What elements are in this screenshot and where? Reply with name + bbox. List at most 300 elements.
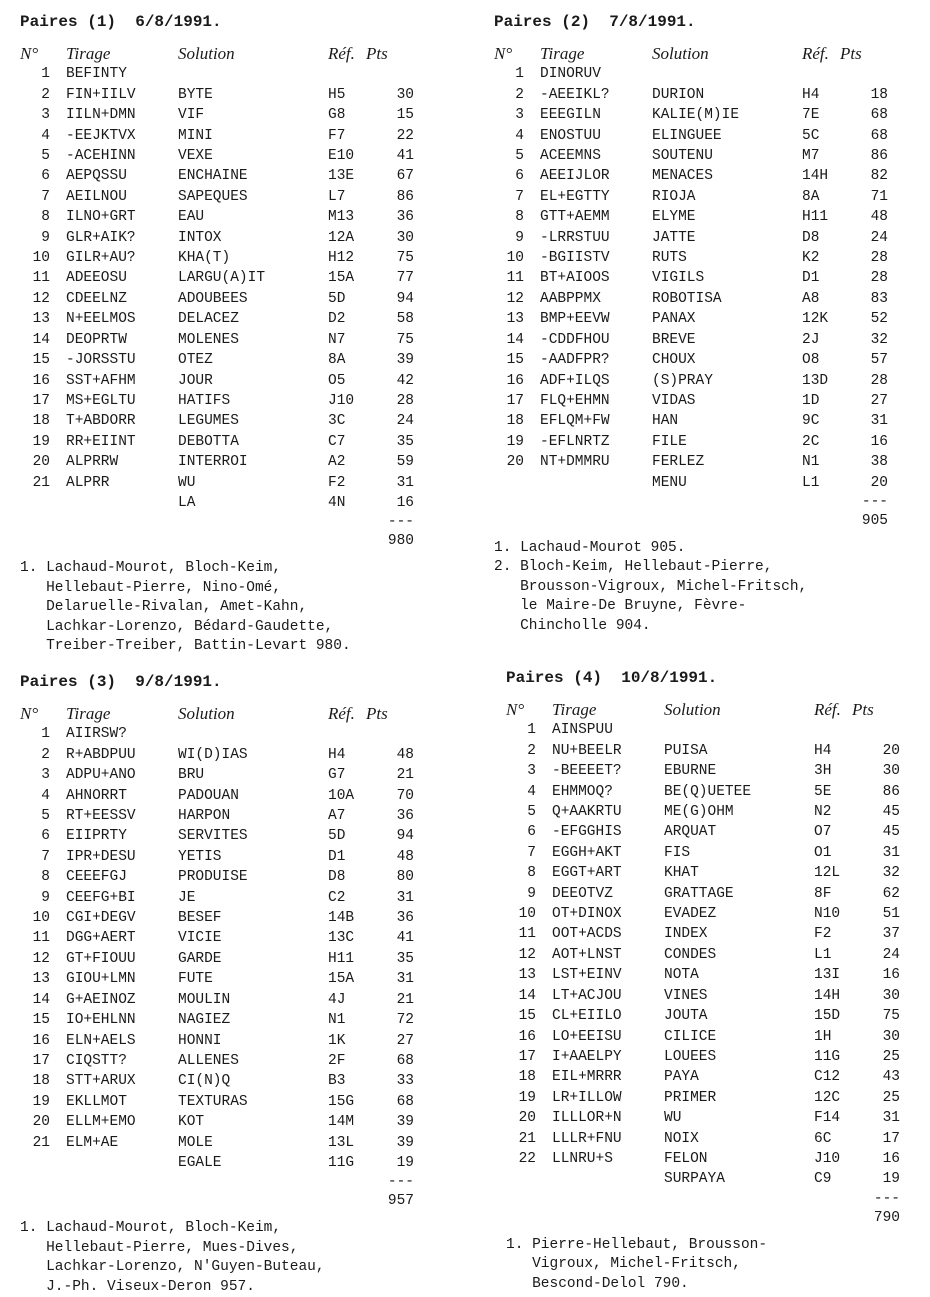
cell-num: 18 xyxy=(32,1073,50,1090)
table-row xyxy=(20,826,414,846)
cell-solution: KOT xyxy=(178,1114,205,1131)
cell-pts: 19 xyxy=(396,1154,414,1171)
cell-ref: N1 xyxy=(802,454,820,471)
cell-pts: 32 xyxy=(882,865,900,882)
cell-pts: 71 xyxy=(870,188,888,205)
cell-pts: 15 xyxy=(396,107,414,124)
cell-tirage: EIL+MRRR xyxy=(552,1069,622,1086)
cell-num: 20 xyxy=(518,1110,536,1127)
cell-num: 11 xyxy=(32,270,50,287)
cell-pts: 82 xyxy=(870,168,888,185)
cell-tirage: CEEFG+BI xyxy=(66,889,136,906)
cell-num: 13 xyxy=(32,971,50,988)
cell-tirage: RT+EESSV xyxy=(66,808,136,825)
cell-num: 6 xyxy=(515,168,524,185)
cell-solution: HONNI xyxy=(178,1032,222,1049)
cell-num: 19 xyxy=(32,1093,50,1110)
cell-num: 21 xyxy=(518,1130,536,1147)
cell-pts: 20 xyxy=(882,742,900,759)
cell-solution: ALLENES xyxy=(178,1052,239,1069)
cell-tirage: OT+DINOX xyxy=(552,906,622,923)
cell-num: 3 xyxy=(527,763,536,780)
cell-tirage: -ACEHINN xyxy=(66,148,136,165)
cell-num: 7 xyxy=(527,844,536,861)
table-row xyxy=(506,863,900,883)
table-row xyxy=(506,1169,900,1189)
cell-pts: 35 xyxy=(396,950,414,967)
cell-pts: 86 xyxy=(870,148,888,165)
cell-pts: 75 xyxy=(396,331,414,348)
cell-solution: EAU xyxy=(178,209,205,226)
cell-pts: 41 xyxy=(396,148,414,165)
cell-solution: MOULIN xyxy=(178,991,231,1008)
result-line: le Maire-De Bruyne, Fèvre- xyxy=(494,598,747,615)
cell-tirage: -EFGGHIS xyxy=(552,824,622,841)
cell-solution: JOUTA xyxy=(664,1008,708,1025)
cell-solution: ELINGUEE xyxy=(652,127,722,144)
table-row xyxy=(20,888,414,908)
cell-tirage: EGGT+ART xyxy=(552,865,622,882)
result-line: Vigroux, Michel-Fritsch, xyxy=(506,1256,741,1273)
table-row xyxy=(20,228,414,248)
table-row xyxy=(20,1010,414,1030)
cell-pts: 41 xyxy=(396,930,414,947)
scores-table xyxy=(506,700,900,1190)
cell-pts: 19 xyxy=(882,1171,900,1188)
cell-tirage: BEFINTY xyxy=(66,66,127,83)
cell-ref: 2F xyxy=(328,1052,346,1069)
cell-pts: 28 xyxy=(870,270,888,287)
total-score: 957 xyxy=(387,1193,414,1210)
result-line: Bescond-Delol 790. xyxy=(506,1275,689,1292)
cell-ref: G7 xyxy=(328,767,346,784)
cell-num: 11 xyxy=(506,270,524,287)
cell-tirage: AINSPUU xyxy=(552,722,613,739)
cell-pts: 39 xyxy=(396,352,414,369)
table-header xyxy=(20,44,414,64)
cell-solution: RUTS xyxy=(652,250,687,267)
cell-pts: 31 xyxy=(882,844,900,861)
cell-ref: C7 xyxy=(328,433,346,450)
cell-solution: ELYME xyxy=(652,209,696,226)
cell-ref: H12 xyxy=(328,250,355,267)
cell-solution: VIDAS xyxy=(652,392,696,409)
cell-ref: 1K xyxy=(328,1032,346,1049)
cell-num: 10 xyxy=(32,910,50,927)
cell-ref: H11 xyxy=(802,209,829,226)
cell-pts: 67 xyxy=(396,168,414,185)
cell-tirage: CDEELNZ xyxy=(66,290,127,307)
table-row xyxy=(506,782,900,802)
cell-ref: 12C xyxy=(814,1089,841,1106)
cell-num: 7 xyxy=(515,188,524,205)
cell-num: 15 xyxy=(518,1008,536,1025)
result-line: Delaruelle-Rivalan, Amet-Kahn, xyxy=(20,599,308,616)
cell-tirage: EIIPRTY xyxy=(66,828,127,845)
cell-num: 20 xyxy=(32,454,50,471)
cell-num: 13 xyxy=(506,311,524,328)
cell-solution: VEXE xyxy=(178,148,213,165)
cell-solution xyxy=(652,64,802,84)
table-row xyxy=(494,432,888,452)
cell-ref: 5C xyxy=(802,127,820,144)
result-line: J.-Ph. Viseux-Deron 957. xyxy=(20,1278,255,1295)
cell-ref: 10A xyxy=(328,787,355,804)
cell-ref: 5D xyxy=(328,828,346,845)
cell-pts xyxy=(840,64,888,84)
table-row xyxy=(20,847,414,867)
cell-tirage: OOT+ACDS xyxy=(552,926,622,943)
section-title: Paires (1) 6/8/1991. xyxy=(20,13,222,31)
cell-solution: HATIFS xyxy=(178,392,231,409)
result-line: 1. Lachaud-Mourot, Bloch-Keim, xyxy=(20,560,282,577)
cell-num: 16 xyxy=(32,1032,50,1049)
cell-num: 21 xyxy=(32,474,50,491)
results-list xyxy=(20,559,460,657)
cell-ref: M13 xyxy=(328,209,355,226)
cell-num: 21 xyxy=(32,1134,50,1151)
cell-solution: (S)PRAY xyxy=(652,372,713,389)
cell-tirage: CGI+DEGV xyxy=(66,910,136,927)
cell-num: 5 xyxy=(41,148,50,165)
cell-tirage: GT+FIOUU xyxy=(66,950,136,967)
cell-ref: D1 xyxy=(802,270,820,287)
results-list xyxy=(20,1219,460,1297)
cell-pts: 31 xyxy=(882,1110,900,1127)
table-row xyxy=(20,64,414,84)
cell-ref: G8 xyxy=(328,107,346,124)
cell-solution: JE xyxy=(178,889,196,906)
cell-ref: F7 xyxy=(328,127,346,144)
cell-tirage: EFLQM+FW xyxy=(540,413,610,430)
table-row xyxy=(20,928,414,948)
table-row xyxy=(494,85,888,105)
cell-ref: K2 xyxy=(802,250,820,267)
table-row xyxy=(20,452,414,472)
cell-solution: CILICE xyxy=(664,1028,717,1045)
cell-num: 7 xyxy=(41,188,50,205)
cell-tirage: ADEEOSU xyxy=(66,270,127,287)
cell-solution: CHOUX xyxy=(652,352,696,369)
cell-pts: 30 xyxy=(396,229,414,246)
cell-ref: E10 xyxy=(328,148,355,165)
table-row xyxy=(506,822,900,842)
cell-solution: FELON xyxy=(664,1150,708,1167)
cell-solution: KHA(T) xyxy=(178,250,231,267)
table-row xyxy=(506,1108,900,1128)
cell-solution: PRODUISE xyxy=(178,869,248,886)
cell-ref: 7E xyxy=(802,107,820,124)
cell-ref: 14M xyxy=(328,1114,355,1131)
cell-pts: 16 xyxy=(882,967,900,984)
cell-tirage: GIOU+LMN xyxy=(66,971,136,988)
cell-ref: 15A xyxy=(328,270,355,287)
cell-tirage: -AEEIKL? xyxy=(540,86,610,103)
cell-tirage: ALPRRW xyxy=(66,454,119,471)
cell-solution xyxy=(178,64,328,84)
cell-solution: PANAX xyxy=(652,311,696,328)
cell-num: 8 xyxy=(515,209,524,226)
cell-tirage xyxy=(536,1169,664,1189)
table-row xyxy=(20,786,414,806)
cell-ref: 14H xyxy=(814,987,841,1004)
table-row xyxy=(20,990,414,1010)
cell-tirage: MS+EGLTU xyxy=(66,392,136,409)
column-header-num: N° xyxy=(506,700,525,719)
table-row xyxy=(20,309,414,329)
cell-tirage: LR+ILLOW xyxy=(552,1089,622,1106)
column-header-pts: Pts xyxy=(366,44,388,63)
cell-num: 17 xyxy=(32,392,50,409)
table-row xyxy=(506,1027,900,1047)
cell-pts: 33 xyxy=(396,1073,414,1090)
cell-solution: SERVITES xyxy=(178,828,248,845)
cell-pts xyxy=(366,724,414,744)
cell-ref: D8 xyxy=(328,869,346,886)
section-title: Paires (2) 7/8/1991. xyxy=(494,13,696,31)
cell-tirage: I+AAELPY xyxy=(552,1048,622,1065)
cell-num: 10 xyxy=(32,250,50,267)
total-score: 905 xyxy=(861,512,888,529)
cell-ref: D1 xyxy=(328,848,346,865)
table-row xyxy=(506,884,900,904)
cell-tirage: DGG+AERT xyxy=(66,930,136,947)
cell-ref: 13D xyxy=(802,372,829,389)
cell-solution: EVADEZ xyxy=(664,906,717,923)
cell-ref: 5D xyxy=(328,290,346,307)
cell-tirage: -LRRSTUU xyxy=(540,229,610,246)
cell-solution: CI(N)Q xyxy=(178,1073,231,1090)
results-list xyxy=(494,539,930,637)
scores-table xyxy=(494,44,888,493)
cell-solution: BESEF xyxy=(178,910,222,927)
table-row xyxy=(506,904,900,924)
cell-tirage: -CDDFHOU xyxy=(540,331,610,348)
cell-pts: 42 xyxy=(396,372,414,389)
cell-ref: L7 xyxy=(328,188,346,205)
table-row xyxy=(20,187,414,207)
table-row xyxy=(494,105,888,125)
table-row xyxy=(494,248,888,268)
cell-pts: 18 xyxy=(870,86,888,103)
cell-num: 11 xyxy=(518,926,536,943)
table-row xyxy=(20,268,414,288)
cell-tirage: N+EELMOS xyxy=(66,311,136,328)
cell-tirage: ILLLOR+N xyxy=(552,1110,622,1127)
table-row xyxy=(20,126,414,146)
cell-pts: 43 xyxy=(882,1069,900,1086)
cell-tirage: AOT+LNST xyxy=(552,946,622,963)
table-row xyxy=(506,761,900,781)
cell-solution: PADOUAN xyxy=(178,787,239,804)
cell-pts: 16 xyxy=(396,494,414,511)
table-row xyxy=(506,1129,900,1149)
cell-pts: 48 xyxy=(396,848,414,865)
cell-pts: 83 xyxy=(870,290,888,307)
table-row xyxy=(506,945,900,965)
table-row xyxy=(506,1088,900,1108)
cell-tirage: EEEGILN xyxy=(540,107,601,124)
cell-ref: 2C xyxy=(802,433,820,450)
cell-num: 12 xyxy=(32,950,50,967)
cell-num xyxy=(20,493,50,513)
table-row xyxy=(20,432,414,452)
cell-ref: A7 xyxy=(328,808,346,825)
table-row xyxy=(20,289,414,309)
cell-ref: D2 xyxy=(328,311,346,328)
cell-ref: 11G xyxy=(328,1154,355,1171)
cell-tirage: ILNO+GRT xyxy=(66,209,136,226)
cell-ref: 15D xyxy=(814,1008,841,1025)
result-line: 1. Lachaud-Mourot, Bloch-Keim, xyxy=(20,1220,282,1237)
cell-ref: 11G xyxy=(814,1048,841,1065)
table-row xyxy=(494,268,888,288)
cell-pts: 75 xyxy=(396,250,414,267)
cell-pts: 27 xyxy=(396,1032,414,1049)
table-row xyxy=(506,1149,900,1169)
cell-num: 3 xyxy=(41,767,50,784)
cell-tirage: EKLLMOT xyxy=(66,1093,127,1110)
cell-tirage: ALPRR xyxy=(66,474,110,491)
column-header-solution: Solution xyxy=(178,44,235,63)
cell-solution: KHAT xyxy=(664,865,699,882)
cell-ref: 14H xyxy=(802,168,829,185)
cell-tirage: AIIRSW? xyxy=(66,726,127,743)
table-row xyxy=(20,473,414,493)
cell-solution: WU xyxy=(178,474,196,491)
cell-solution: DELACEZ xyxy=(178,311,239,328)
cell-ref: N7 xyxy=(328,331,346,348)
cell-ref: 3C xyxy=(328,413,346,430)
cell-num: 1 xyxy=(41,726,50,743)
result-line: 1. Pierre-Hellebaut, Brousson- xyxy=(506,1236,768,1253)
result-line: 2. Bloch-Keim, Hellebaut-Pierre, xyxy=(494,559,773,576)
table-row xyxy=(20,806,414,826)
cell-solution: PRIMER xyxy=(664,1089,717,1106)
table-row xyxy=(20,207,414,227)
cell-ref: O1 xyxy=(814,844,832,861)
table-row xyxy=(494,309,888,329)
column-header-pts: Pts xyxy=(840,44,862,63)
cell-solution: FIS xyxy=(664,844,691,861)
cell-ref: 2J xyxy=(802,331,820,348)
table-row xyxy=(20,411,414,431)
table-row xyxy=(20,105,414,125)
cell-solution: DEBOTTA xyxy=(178,433,239,450)
cell-num: 14 xyxy=(32,331,50,348)
cell-tirage: RR+EIINT xyxy=(66,433,136,450)
column-header-solution: Solution xyxy=(178,704,235,723)
cell-pts: 94 xyxy=(396,828,414,845)
total-rule: --- xyxy=(873,1190,900,1207)
table-row xyxy=(20,493,414,513)
table-row xyxy=(20,1092,414,1112)
cell-tirage: CIQSTT? xyxy=(66,1052,127,1069)
table-row xyxy=(494,207,888,227)
cell-tirage: DEOPRTW xyxy=(66,331,127,348)
cell-solution: BYTE xyxy=(178,86,213,103)
table-row xyxy=(20,350,414,370)
result-line: Brousson-Vigroux, Michel-Fritsch, xyxy=(494,578,808,595)
table-row xyxy=(20,908,414,928)
table-row xyxy=(20,1133,414,1153)
cell-pts: 36 xyxy=(396,910,414,927)
table-row xyxy=(494,371,888,391)
cell-solution: FILE xyxy=(652,433,687,450)
cell-num: 15 xyxy=(32,352,50,369)
column-header-tirage: Tirage xyxy=(66,704,111,723)
cell-pts: 35 xyxy=(396,433,414,450)
cell-ref: F2 xyxy=(814,926,832,943)
cell-tirage: DEEOTVZ xyxy=(552,885,613,902)
cell-solution: VICIE xyxy=(178,930,222,947)
cell-tirage: EL+EGTTY xyxy=(540,188,610,205)
cell-ref: M7 xyxy=(802,148,820,165)
cell-solution: BE(Q)UETEE xyxy=(664,783,752,800)
cell-pts: 45 xyxy=(882,824,900,841)
cell-pts: 51 xyxy=(882,906,900,923)
section-title: Paires (3) 9/8/1991. xyxy=(20,673,222,691)
cell-tirage: EHMMOQ? xyxy=(552,783,613,800)
column-header-solution: Solution xyxy=(664,700,721,719)
cell-solution: ADOUBEES xyxy=(178,290,248,307)
cell-num: 16 xyxy=(506,372,524,389)
cell-solution: WU xyxy=(664,1110,682,1127)
cell-ref: O5 xyxy=(328,372,346,389)
table-row xyxy=(494,330,888,350)
result-line: Lachkar-Lorenzo, N'Guyen-Buteau, xyxy=(20,1259,325,1276)
cell-num: 13 xyxy=(518,967,536,984)
cell-pts: 52 xyxy=(870,311,888,328)
cell-pts: 72 xyxy=(396,1012,414,1029)
cell-solution: BREVE xyxy=(652,331,696,348)
cell-ref: C12 xyxy=(814,1069,841,1086)
cell-tirage: SST+AFHM xyxy=(66,372,136,389)
cell-tirage: NU+BEELR xyxy=(552,742,622,759)
cell-num: 3 xyxy=(41,107,50,124)
cell-tirage: GILR+AU? xyxy=(66,250,136,267)
cell-num: 2 xyxy=(41,746,50,763)
cell-pts: 31 xyxy=(870,413,888,430)
cell-tirage xyxy=(50,1153,178,1173)
cell-ref: N10 xyxy=(814,906,841,923)
cell-pts: 30 xyxy=(396,86,414,103)
cell-ref: 9C xyxy=(802,413,820,430)
column-header-solution: Solution xyxy=(652,44,709,63)
cell-ref xyxy=(328,724,366,744)
cell-num: 4 xyxy=(515,127,524,144)
column-header-num: N° xyxy=(20,44,39,63)
cell-tirage: LLNRU+S xyxy=(552,1150,613,1167)
cell-solution: TEXTURAS xyxy=(178,1093,248,1110)
cell-num: 14 xyxy=(32,991,50,1008)
cell-tirage: ADF+ILQS xyxy=(540,372,610,389)
cell-solution: MENU xyxy=(652,474,687,491)
cell-solution: WI(D)IAS xyxy=(178,746,248,763)
table-row xyxy=(506,741,900,761)
cell-solution: OTEZ xyxy=(178,352,213,369)
cell-solution: MINI xyxy=(178,127,213,144)
cell-tirage: IO+EHLNN xyxy=(66,1012,136,1029)
cell-num: 3 xyxy=(515,107,524,124)
cell-ref: 4N xyxy=(328,494,346,511)
result-line: Chincholle 904. xyxy=(494,617,651,634)
table-row xyxy=(506,1047,900,1067)
table-row xyxy=(506,720,900,740)
cell-num: 8 xyxy=(527,865,536,882)
cell-ref: 12L xyxy=(814,865,841,882)
column-header-ref: Réf. xyxy=(328,704,355,723)
